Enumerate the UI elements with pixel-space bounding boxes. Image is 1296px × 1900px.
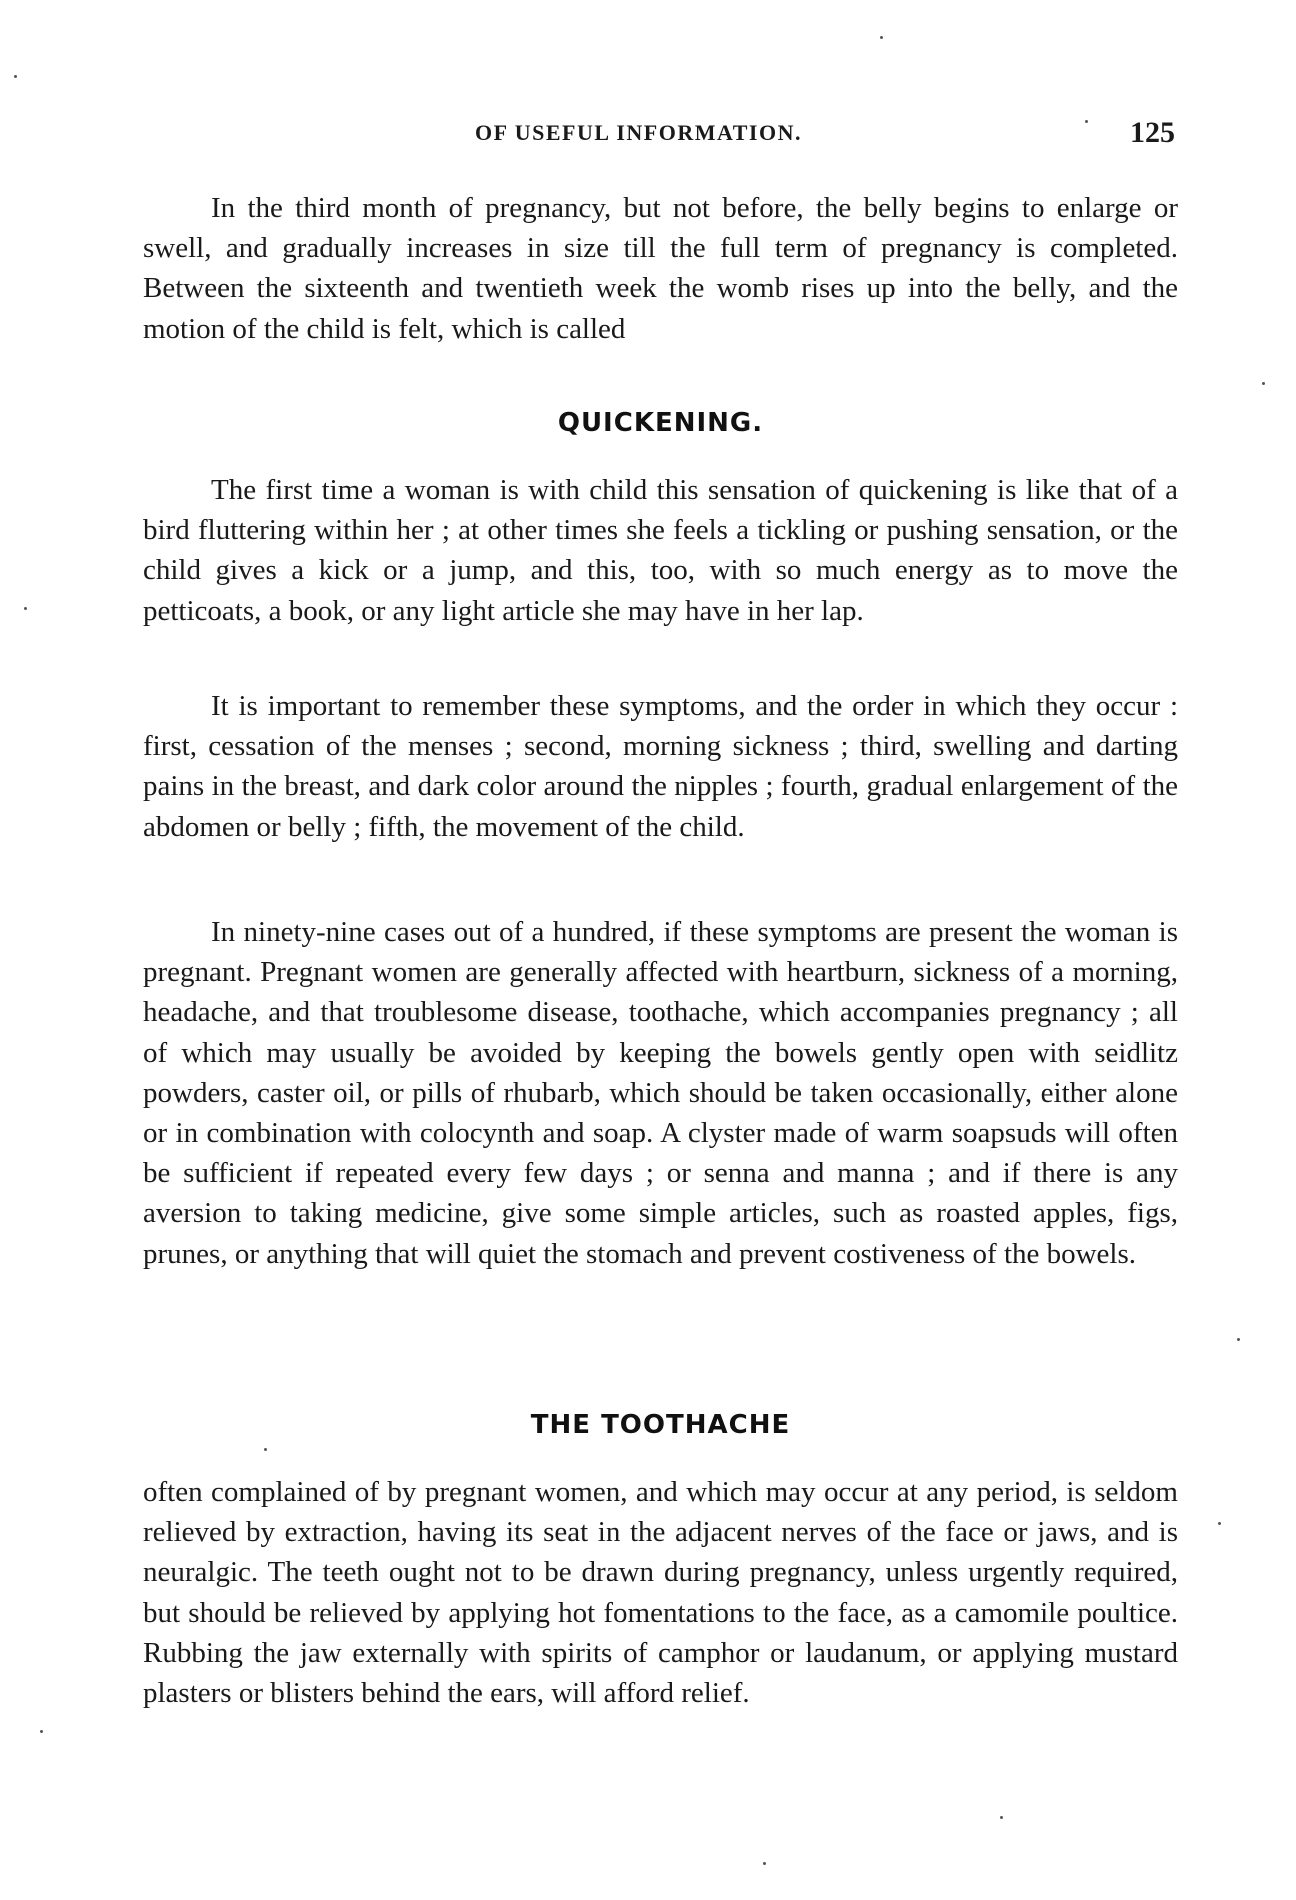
scan-speck [1237, 1338, 1240, 1341]
scan-speck [24, 607, 27, 610]
paragraph-symptoms-order: It is important to remember these symptoms, and the order in which they occur : first, cessation of the menses ; second, morning sickness ; third, swelling and darting pains in the breast, and dark color around the nipples ; fourth, gradual enlargement of the abdomen or belly ; fifth, the movement of the child. [143, 690, 1178, 843]
scan-speck [1262, 382, 1265, 385]
scan-speck [14, 75, 17, 78]
paragraph-belly-enlargement: In the third month of pregnancy, but not before, the belly begins to enlarge or swell, and gradually increases in size till the full term of pregnancy is completed. Between the sixteenth and twentieth week the womb rises up into the belly, and the motion of the child is felt, which is called [143, 192, 1178, 345]
scan-speck [763, 1862, 766, 1865]
paragraph-quickening-sensation: The first time a woman is with child this sensation of quickening is like that of a bird fluttering within her ; at other times she feels a tickling or pushing sensation, or the child gives a kick or a jump, and this, too, with so much energy as to move the petticoats, a book, or any light article she may have in her lap. [143, 474, 1178, 627]
section-symptoms [143, 686, 1178, 847]
heading-quickening: QUICKENING. [557, 408, 764, 438]
scan-speck [264, 1448, 267, 1451]
section-remedies [143, 912, 1178, 1274]
section-quickening-heading [143, 408, 1178, 438]
heading-toothache: THE TOOTHACHE [530, 1410, 791, 1440]
page-number: 125 [1130, 116, 1175, 149]
section-toothache-heading [143, 1410, 1178, 1440]
scan-speck [1000, 1816, 1003, 1819]
scan-speck [1085, 120, 1088, 123]
paragraph-pregnancy-ailments: In ninety-nine cases out of a hundred, if these symptoms are present the woman is pregnant. Pregnant women are generally affected with heartburn, sickness of a morning, headache, and that troublesome disease, toothache, which accompanies pregnancy ; all of which may usually be avoided by keeping the bowels gently open with seidlitz powders, caster oil, or pills of rhubarb, which should be taken occasionally, either alone or in combination with colocynth and soap. A clyster made of warm soapsuds will often be sufficient if repeated every few days ; or senna and manna ; and if there is any aversion to taking medicine, give some simple articles, such as roasted apples, figs, prunes, or anything that will quiet the stomach and prevent costiveness of the bowels. [143, 916, 1178, 1270]
section-quickening [143, 470, 1178, 631]
paragraph-toothache-relief: often complained of by pregnant women, and which may occur at any period, is seldom relieved by extraction, having its seat in the adjacent nerves of the face or jaws, and is neuralgic. The teeth ought not to be drawn during pregnancy, unless urgently required, but should be relieved by applying hot fomentations to the face, as a camomile poultice. Rubbing the jaw externally with spirits of camphor or laudanum, or applying mustard plasters or blisters behind the ears, will afford relief. [143, 1476, 1178, 1710]
scan-speck [40, 1730, 43, 1733]
running-title: OF USEFUL INFORMATION. [475, 120, 802, 145]
running-head [0, 112, 1296, 152]
scan-speck [880, 36, 883, 39]
scan-speck [1218, 1522, 1221, 1525]
section-toothache [143, 1472, 1178, 1713]
section-pregnancy-signs [143, 188, 1178, 349]
